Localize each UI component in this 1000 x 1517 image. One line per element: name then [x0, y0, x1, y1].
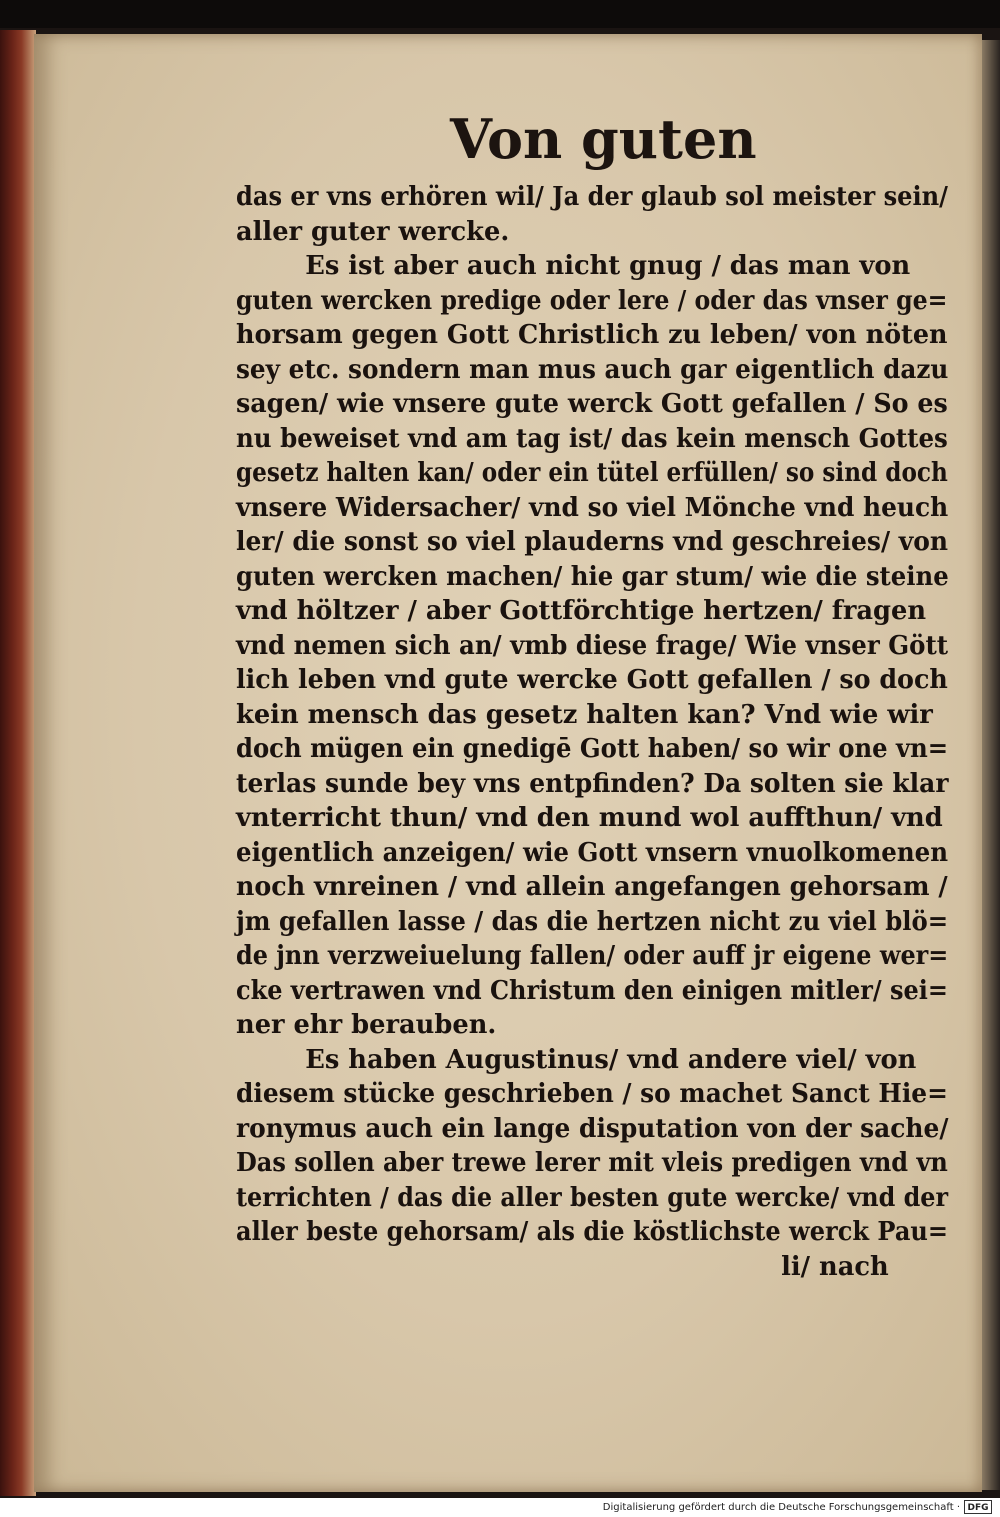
- dfg-logo: DFG: [964, 1500, 992, 1514]
- text-line: aller beste gehorsam/ als die köstlichste werck Pau=: [236, 1217, 949, 1247]
- text-line: das er vns erhören wil/ Ja der glaub sol meister sein/: [236, 182, 948, 212]
- bleed-through-mark: [230, 104, 450, 144]
- text-line: vnsere Widersacher/ vnd so viel Mönche vnd heuch: [236, 492, 949, 523]
- body-text: [236, 180, 956, 1284]
- footer-bar: [0, 1498, 1000, 1517]
- text-line: jm gefallen lasse / das die hertzen nicht zu viel blö=: [236, 906, 949, 937]
- text-line: guten wercken machen/ hie gar stum/ wie die steine: [236, 561, 949, 592]
- book-spine-edge: [0, 30, 36, 1496]
- text-line: vnd höltzer / aber Gottförchtige hertzen/ fragen: [236, 596, 927, 626]
- text-line: gesetz halten kan/ oder ein tütel erfüllen/ so sind doch: [236, 458, 948, 488]
- text-line: de jnn verzweiuelung fallen/ oder auff jr eigene wer=: [236, 941, 949, 971]
- text-line: Es haben Augustinus/ vnd andere viel/ von: [305, 1044, 917, 1075]
- text-line: horsam gegen Gott Christlich zu leben/ von nöten: [236, 320, 948, 350]
- text-line: noch vnreinen / vnd allein angefangen gehorsam /: [236, 872, 948, 902]
- text-line: lich leben vnd gute wercke Gott gefallen / so doch: [236, 665, 948, 695]
- page-header: Von guten: [450, 107, 757, 171]
- page-right-edge: [982, 40, 1000, 1490]
- text-line: cke vertrawen vnd Christum den einigen mitler/ sei=: [236, 975, 948, 1006]
- text-line: Das sollen aber trewe lerer mit vleis predigen vnd vn: [236, 1148, 948, 1178]
- text-line: aller guter wercke.: [236, 216, 510, 247]
- text-line: diesem stücke geschrieben / so machet Sanct Hie=: [236, 1079, 948, 1109]
- text-line: doch mügen ein gnedigē Gott haben/ so wir one vn=: [236, 734, 949, 764]
- text-line: terlas sunde bey vns entpfinden? Da solten sie klar: [236, 768, 949, 799]
- text-line: vnterricht thun/ vnd den mund wol auffthun/ vnd: [236, 803, 943, 833]
- text-line: ronymus auch ein lange disputation von der sache/: [236, 1113, 949, 1144]
- text-line: kein mensch das gesetz halten kan? Vnd wie wir: [236, 699, 933, 730]
- text-line: ner ehr berauben.: [236, 1010, 497, 1040]
- text-line: ler/ die sonst so viel plauderns vnd geschreies/ von: [236, 527, 949, 557]
- text-line: Es ist aber auch nicht gnug / das man von: [305, 251, 911, 281]
- digitization-credit: Digitalisierung gefördert durch die Deutsche Forschungsgemeinschaft ·: [602, 1502, 960, 1513]
- catchword: li/ nach: [781, 1251, 889, 1282]
- text-line: nu beweiset vnd am tag ist/ das kein mensch Gottes: [236, 423, 948, 454]
- text-line: sey etc. sondern man mus auch gar eigentlich dazu: [236, 354, 949, 385]
- text-line: vnd nemen sich an/ vmb diese frage/ Wie vnser Gött: [236, 630, 949, 661]
- text-line: eigentlich anzeigen/ wie Gott vnsern vnuolkomenen: [236, 837, 949, 868]
- text-line: terrichten / das die aller besten gute wercke/ vnd der: [236, 1182, 949, 1213]
- text-line: guten wercken predige oder lere / oder das vnser ge=: [236, 285, 948, 316]
- text-line: sagen/ wie vnsere gute werck Gott gefallen / So es: [236, 389, 948, 419]
